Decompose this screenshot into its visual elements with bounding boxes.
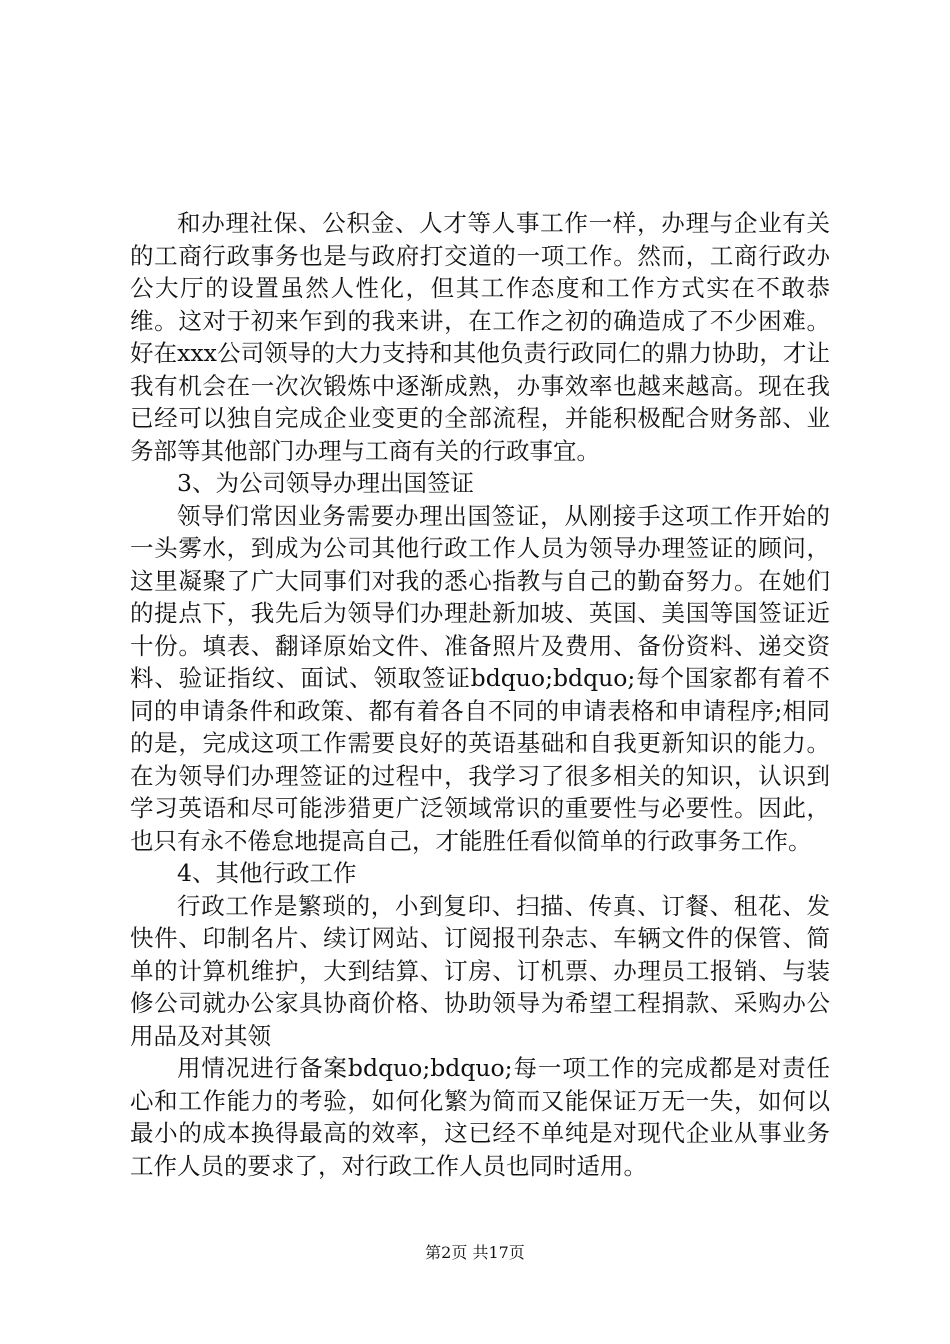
paragraph-visa: 领导们常因业务需要办理出国签证，从刚接手这项工作开始的一头雾水，到成为公司其他行政工作人员为领导办理签证的顾问，这里凝聚了广大同事们对我的悉心指教与自己的勤奋努力。在她们的提点下，我先后为领导们办理赴新加坡、英国、美国等国签证近十份。填表、翻译原始文件、准备照片及费用、备份资料、递交资料、验证指纹、面试、领取签证bdquo;bdquo;每个国家都有着不同的申请条件和政策、都有着各自不同的申请表格和申请程序;相同的是，完成这项工作需要良好的英语基础和自我更新知识的能力。在为领导们办理签证的过程中，我学习了很多相关的知识，认识到学习英语和尽可能涉猎更广泛领域常识的重要性与必要性。因此，也只有永不倦怠地提高自己，才能胜任看似简单的行政事务工作。 (130, 501, 830, 855)
page-number: 第2页 共17页 (425, 1243, 525, 1262)
section-heading-visa: 3、为公司领导办理出国签证 (177, 469, 474, 497)
document-body (130, 207, 830, 1182)
paragraph-other-tasks: 行政工作是繁琐的，小到复印、扫描、传真、订餐、租花、发快件、印制名片、续订网站、订阅报刊杂志、车辆文件的保管、简单的计算机维护，大到结算、订房、订机票、办理员工报销、与装修公司就办公家具协商价格、协助领导为希望工程捐款、采购办公用品及对其领 (130, 891, 830, 1050)
paragraph-conclusion: 用情况进行备案bdquo;bdquo;每一项工作的完成都是对责任心和工作能力的考验，如何化繁为简而又能保证万无一失，如何以最小的成本换得最高的效率，这已经不单纯是对现代企业从事业务工作人员的要求了，对行政工作人员也同时适用。 (130, 1054, 830, 1180)
paragraph-admin-affairs: 和办理社保、公积金、人才等人事工作一样，办理与企业有关的工商行政事务也是与政府打交道的一项工作。然而，工商行政办公大厅的设置虽然人性化，但其工作态度和工作方式实在不敢恭维。这对于初来乍到的我来讲，在工作之初的确造成了不少困难。好在xxx公司领导的大力支持和其他负责行政同仁的鼎力协助，才让我有机会在一次次锻炼中逐渐成熟，办事效率也越来越高。现在我已经可以独自完成企业变更的全部流程，并能积极配合财务部、业务部等其他部门办理与工商有关的行政事宜。 (130, 209, 830, 465)
section-heading-other: 4、其他行政工作 (177, 859, 357, 887)
